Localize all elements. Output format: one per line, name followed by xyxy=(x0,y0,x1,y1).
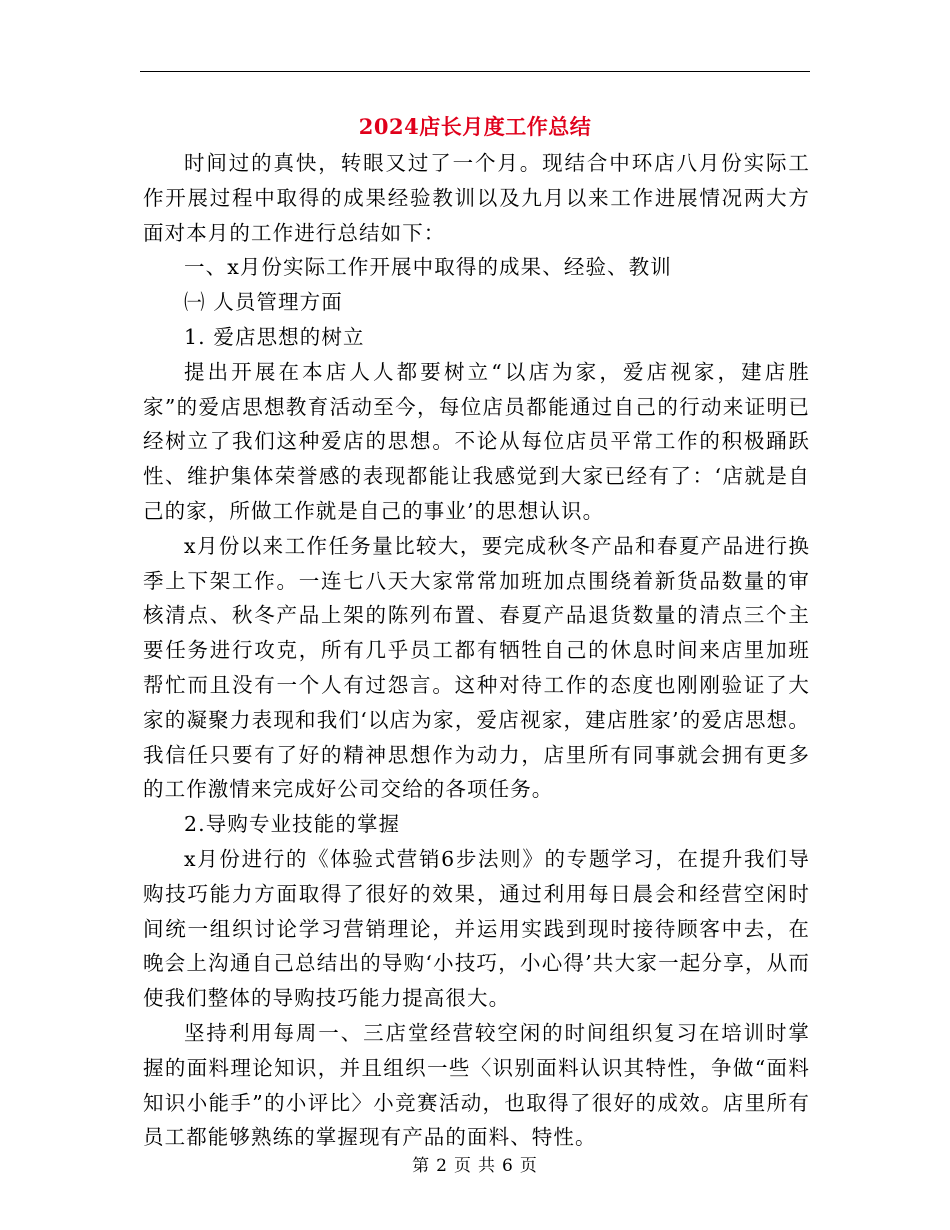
footer-page-word: 页 xyxy=(454,1156,472,1176)
footer-current-page: 2 xyxy=(436,1156,448,1176)
footer-total-word: 共 xyxy=(478,1156,496,1176)
footer-prefix: 第 xyxy=(412,1156,431,1176)
document-body xyxy=(143,146,810,1155)
paragraph-intro: 时间过的真快，转眼又过了一个月。现结合中环店八月份实际工作开展过程中取得的成果经验教训以及九月以来工作进展情况两大方面对本月的工作进行总结如下： xyxy=(143,151,810,245)
document-title: 2024店长月度工作总结 xyxy=(358,114,592,139)
paragraph-workload: x月份以来工作任务量比较大，要完成秋冬产品和春夏产品进行换季上下架工作。一连七八天大家常常加班加点围绕着新货品数量的审核清点、秋冬产品上架的陈列布置、春夏产品退货数量的清点三个主要任务进行攻克，所有几乎员工都有牺牲自己的休息时间来店里加班帮忙而且没有一个人有过怨言。这种对待工作的态度也刚刚验证了大家的凝聚力表现和我们‘以店为家，爱店视家，建店胜家’的爱店思想。我信任只要有了好的精神思想作为动力，店里所有同事就会拥有更多的工作激情来完成好公司交给的各项任务。 xyxy=(143,533,810,802)
paragraph-fabric-knowledge: 坚持利用每周一、三店堂经营较空闲的时间组织复习在培训时掌握的面料理论知识，并且组织一些〈识别面料认识其特性，争做“面料知识小能手”的小评比〉小竞赛活动，也取得了很好的成效。店里所有员工都能够熟练的掌握现有产品的面料、特性。 xyxy=(143,1020,810,1150)
subsection-heading-personnel: ㈠ 人员管理方面 xyxy=(184,290,343,315)
header-rule xyxy=(140,71,810,72)
paragraph-sales-training: x月份进行的《体验式营销6步法则》的专题学习，在提升我们导购技巧能力方面取得了很好的效果，通过利用每日晨会和经营空闲时间统一组织讨论学习营销理论，并运用实践到现时接待顾客中去，在晚会上沟通自己总结出的导购‘小技巧，小心得’共大家一起分享，从而使我们整体的导购技巧能力提高很大。 xyxy=(143,846,810,1011)
item-heading-2: 2.导购专业技能的掌握 xyxy=(184,812,401,837)
section-heading-1: 一、x月份实际工作开展中取得的成果、经验、教训 xyxy=(184,255,672,280)
paragraph-store-spirit: 提出开展在本店人人都要树立“以店为家，爱店视家，建店胜家”的爱店思想教育活动至今，每位店员都能通过自己的行动来证明已经树立了我们这种爱店的思想。不论从每位店员平常工作的积极踊跃性、维护集体荣誉感的表现都能让我感觉到大家已经有了：‘店就是自己的家，所做工作就是自己的事业’的思想认识。 xyxy=(143,359,810,523)
footer-suffix: 页 xyxy=(519,1156,538,1176)
page-number-footer xyxy=(0,1154,950,1178)
item-heading-1: 1. 爱店思想的树立 xyxy=(184,324,365,349)
footer-total-pages: 6 xyxy=(502,1156,514,1176)
